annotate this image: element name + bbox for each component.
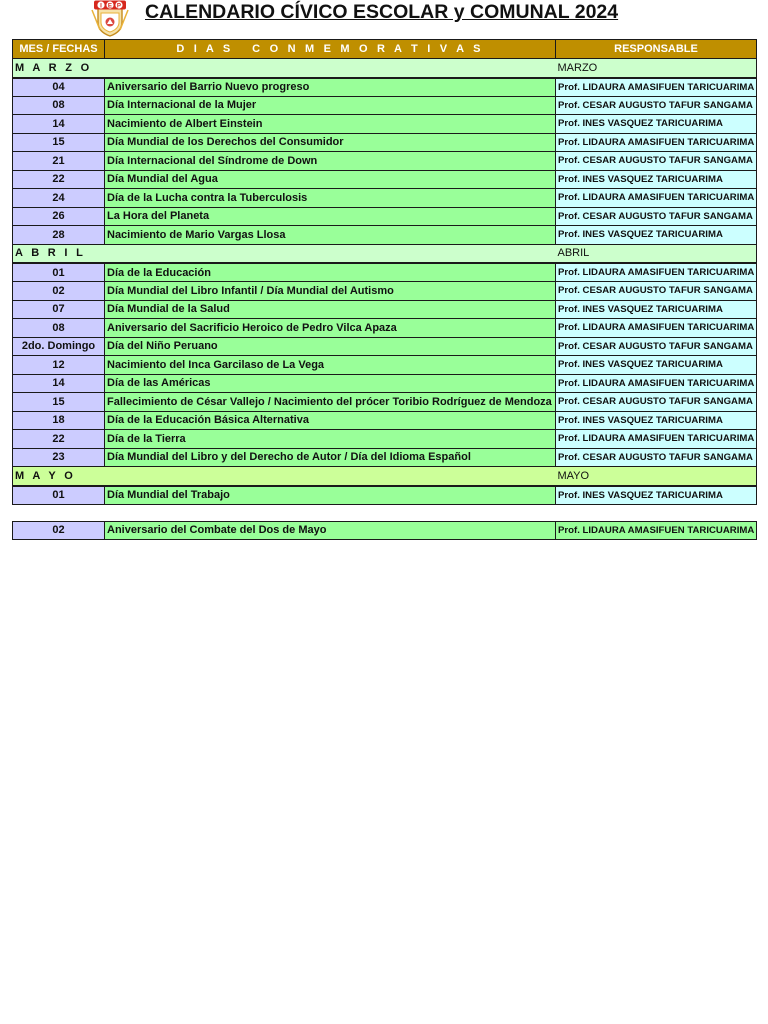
table-row: [13, 170, 757, 189]
date-cell: 02: [13, 521, 105, 540]
responsible-cell: Prof. CESAR AUGUSTO TAFUR SANGAMA: [556, 207, 757, 226]
month-responsible-label: MAYO: [556, 467, 757, 486]
event-cell: Día Mundial del Agua: [105, 170, 556, 189]
event-cell: Día de la Lucha contra la Tuberculosis: [105, 189, 556, 208]
table-row: [13, 448, 757, 467]
responsible-cell: Prof. LIDAURA AMASIFUEN TARICUARIMA: [556, 521, 757, 540]
column-header-event: D I A S C O N M E M O R A T I V A S: [105, 40, 556, 59]
event-cell: Aniversario del Combate del Dos de Mayo: [105, 521, 556, 540]
date-cell: 01: [13, 486, 105, 505]
svg-text:E: E: [107, 2, 113, 10]
event-cell: Nacimiento de Albert Einstein: [105, 115, 556, 134]
event-cell: Día Mundial del Trabajo: [105, 486, 556, 505]
date-cell: 22: [13, 430, 105, 449]
calendar-body: [13, 59, 757, 540]
table-row: [13, 263, 757, 282]
table-row: [13, 115, 757, 134]
date-cell: 15: [13, 393, 105, 412]
month-row: [13, 467, 757, 486]
date-cell: 18: [13, 411, 105, 430]
table-row: [13, 152, 757, 171]
event-cell: La Hora del Planeta: [105, 207, 556, 226]
date-cell: 22: [13, 170, 105, 189]
event-cell: Día Mundial de la Salud: [105, 300, 556, 319]
date-cell: 14: [13, 374, 105, 393]
event-cell: Día Mundial de los Derechos del Consumidor: [105, 133, 556, 152]
date-cell: 21: [13, 152, 105, 171]
responsible-cell: Prof. CESAR AUGUSTO TAFUR SANGAMA: [556, 152, 757, 171]
table-row: [13, 356, 757, 375]
table-row: [13, 411, 757, 430]
responsible-cell: Prof. LIDAURA AMASIFUEN TARICUARIMA: [556, 78, 757, 97]
responsible-cell: Prof. INES VASQUEZ TARICUARIMA: [556, 486, 757, 505]
event-cell: Día de la Tierra: [105, 430, 556, 449]
spacer-cell: [13, 504, 757, 521]
page-title: CALENDARIO CÍVICO ESCOLAR y COMUNAL 2024: [145, 1, 619, 23]
responsible-cell: Prof. CESAR AUGUSTO TAFUR SANGAMA: [556, 96, 757, 115]
table-row: [13, 207, 757, 226]
responsible-cell: Prof. INES VASQUEZ TARICUARIMA: [556, 115, 757, 134]
date-cell: 12: [13, 356, 105, 375]
responsible-cell: Prof. INES VASQUEZ TARICUARIMA: [556, 411, 757, 430]
event-cell: Aniversario del Sacrificio Heroico de Pedro Vilca Apaza: [105, 319, 556, 338]
table-row: [13, 96, 757, 115]
responsible-cell: Prof. CESAR AUGUSTO TAFUR SANGAMA: [556, 282, 757, 301]
table-header-row: [13, 40, 757, 59]
event-cell: Día de las Américas: [105, 374, 556, 393]
responsible-cell: Prof. CESAR AUGUSTO TAFUR SANGAMA: [556, 337, 757, 356]
event-cell: Día Mundial del Libro y del Derecho de Autor / Día del Idioma Español: [105, 448, 556, 467]
page-header: [0, 0, 768, 38]
column-header-responsible: RESPONSABLE: [556, 40, 757, 59]
table-row: [13, 78, 757, 97]
event-cell: Nacimiento del Inca Garcilaso de La Vega: [105, 356, 556, 375]
date-cell: 2do. Domingo: [13, 337, 105, 356]
date-cell: 01: [13, 263, 105, 282]
event-cell: Día Internacional de la Mujer: [105, 96, 556, 115]
date-cell: 15: [13, 133, 105, 152]
responsible-cell: Prof. INES VASQUEZ TARICUARIMA: [556, 300, 757, 319]
civic-calendar-table: [12, 39, 757, 540]
event-cell: Aniversario del Barrio Nuevo progreso: [105, 78, 556, 97]
table-row: [13, 319, 757, 338]
table-row: [13, 300, 757, 319]
table-row: [13, 337, 757, 356]
date-cell: 23: [13, 448, 105, 467]
responsible-cell: Prof. INES VASQUEZ TARICUARIMA: [556, 356, 757, 375]
date-cell: 08: [13, 96, 105, 115]
month-row: [13, 59, 757, 78]
responsible-cell: Prof. CESAR AUGUSTO TAFUR SANGAMA: [556, 448, 757, 467]
table-row: [13, 374, 757, 393]
svg-text:I: I: [100, 2, 102, 10]
date-cell: 07: [13, 300, 105, 319]
responsible-cell: Prof. CESAR AUGUSTO TAFUR SANGAMA: [556, 393, 757, 412]
responsible-cell: Prof. LIDAURA AMASIFUEN TARICUARIMA: [556, 263, 757, 282]
responsible-cell: Prof. LIDAURA AMASIFUEN TARICUARIMA: [556, 133, 757, 152]
table-row: [13, 282, 757, 301]
date-cell: 28: [13, 226, 105, 245]
month-name: A B R I L: [13, 244, 556, 263]
svg-text:P: P: [116, 2, 122, 10]
event-cell: Día de la Educación Básica Alternativa: [105, 411, 556, 430]
table-row: [13, 430, 757, 449]
event-cell: Día Internacional del Síndrome de Down: [105, 152, 556, 171]
responsible-cell: Prof. LIDAURA AMASIFUEN TARICUARIMA: [556, 189, 757, 208]
date-cell: 26: [13, 207, 105, 226]
responsible-cell: Prof. INES VASQUEZ TARICUARIMA: [556, 226, 757, 245]
table-row: [13, 393, 757, 412]
event-cell: Fallecimiento de César Vallejo / Nacimiento del prócer Toribio Rodríguez de Mendoza: [105, 393, 556, 412]
date-cell: 02: [13, 282, 105, 301]
table-row: [13, 486, 757, 505]
responsible-cell: Prof. LIDAURA AMASIFUEN TARICUARIMA: [556, 430, 757, 449]
table-row: [13, 189, 757, 208]
date-cell: 04: [13, 78, 105, 97]
table-row: [13, 521, 757, 540]
school-logo-icon: [88, 0, 132, 37]
month-responsible-label: ABRIL: [556, 244, 757, 263]
event-cell: Día de la Educación: [105, 263, 556, 282]
month-responsible-label: MARZO: [556, 59, 757, 78]
month-row: [13, 244, 757, 263]
event-cell: Día del Niño Peruano: [105, 337, 556, 356]
spacer-row: [13, 504, 757, 521]
table-row: [13, 226, 757, 245]
month-name: M A R Z O: [13, 59, 556, 78]
date-cell: 08: [13, 319, 105, 338]
month-name: M A Y O: [13, 467, 556, 486]
event-cell: Día Mundial del Libro Infantil / Día Mundial del Autismo: [105, 282, 556, 301]
event-cell: Nacimiento de Mario Vargas Llosa: [105, 226, 556, 245]
table-row: [13, 133, 757, 152]
responsible-cell: Prof. LIDAURA AMASIFUEN TARICUARIMA: [556, 319, 757, 338]
responsible-cell: Prof. LIDAURA AMASIFUEN TARICUARIMA: [556, 374, 757, 393]
date-cell: 14: [13, 115, 105, 134]
column-header-date: MES / FECHAS: [13, 40, 105, 59]
date-cell: 24: [13, 189, 105, 208]
responsible-cell: Prof. INES VASQUEZ TARICUARIMA: [556, 170, 757, 189]
